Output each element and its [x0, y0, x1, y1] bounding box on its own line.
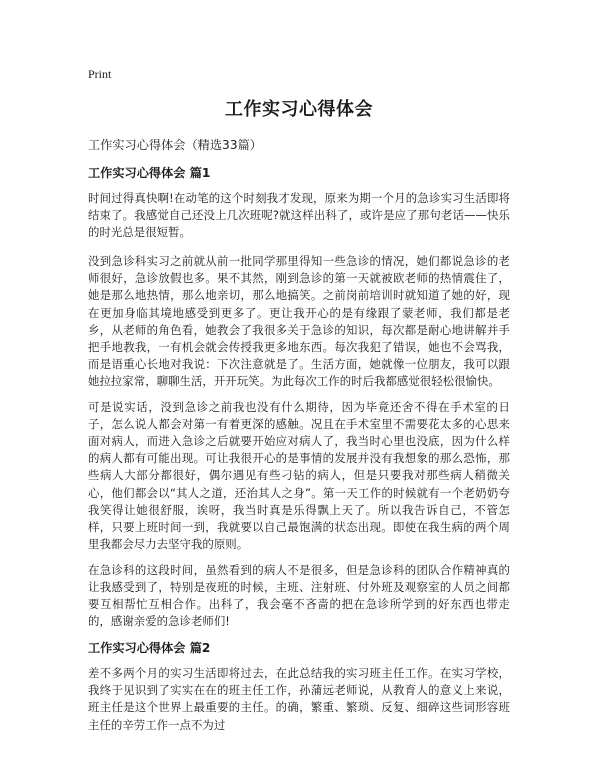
section-heading: 工作实习心得体会 篇2 — [88, 641, 211, 656]
print-link[interactable]: Print — [88, 67, 112, 81]
document-subtitle: 工作实习心得体会（精选33篇） — [88, 138, 262, 152]
paragraph: 时间过得真快啊!在动笔的这个时刻我才发现，原来为期一个月的急诊实习生活即将结束了。我感觉自己还没上几次班呢?就这样出科了，或许是应了那句老话——快乐的时光总是很短暂。 — [88, 191, 510, 240]
paragraph: 在急诊科的这段时间，虽然看到的病人不是很多，但是急诊科的团队合作精神真的让我感受到了，特别是夜班的时候，主班、注射班、付外班及观察室的人员之间都要互相帮忙互相合作。出科了，我会毫不吝啬的把在急诊所学到的好东西也带走的，感谢亲爱的急诊老师们! — [88, 562, 510, 629]
paragraph: 可是说实话，没到急诊之前我也没有什么期待，因为毕竟还舍不得在手术室的日子，怎么说人都会对第一有着更深的感触。况且在手术室里不需要花太多的心思来面对病人，而进入急诊之后就要开始应对病人了，我当时心里也没底，因为什么样的病人都有可能出现。可让我很开心的是事情的发展并没有我想象的那么恐怖，那些病人大部分都很好，偶尔遇见有些刁钻的病人，但是只要我对那些病人稍微关心，他们都会以“其人之道，还治其人之身”。第一天工作的时候就有一个老奶奶夸我笑得让她很舒服，诶呀，我当时真是乐得飘上天了。所以我告诉自己，不管怎样，只要上班时间一到，我就要以自己最饱满的状态出现。即使在我生病的两个周里我都会尽力去坚守我的原则。 — [88, 400, 510, 551]
paragraph: 没到急诊科实习之前就从前一批同学那里得知一些急诊的情况，她们都说急诊的老师很好，急诊放假也多。果不其然，刚到急诊的第一天就被欧老师的热情震住了，她是那么地热情，那么地亲切，那么地搞笑。之前岗前培训时就知道了她的好，现在更加身临其境地感受到更多了。更让我开心的是有缘跟了蒙老师，我们都是老乡，从老师的角色看，她教会了我很多关于急诊的知识，每次都是耐心地讲解并手把手地教我，一有机会就会传授我更多地东西。每次我犯了错误，她也不会骂我，而是语重心长地对我说：下次注意就是了。生活方面，她就像一位朋友，我可以跟她拉拉家常，聊聊生活，开开玩笑。为此每次工作的时后我都感觉很轻松很愉快。 — [88, 254, 510, 388]
page-title: 工作实习心得体会 — [225, 99, 373, 120]
section-2 — [88, 639, 510, 733]
paragraph: 差不多两个月的实习生活即将过去，在此总结我的实习班主任工作。在实习学校，我终于见识到了实实在在的班主任工作，孙蒲远老师说，从教育人的意义上来说，班主任是这个世界上最重要的主任。的确，繁重、繁琐、反复、细碎这些词形容班主任的辛劳工作一点不为过 — [88, 666, 510, 732]
section-1 — [88, 164, 510, 630]
section-heading: 工作实习心得体会 篇1 — [88, 166, 211, 180]
